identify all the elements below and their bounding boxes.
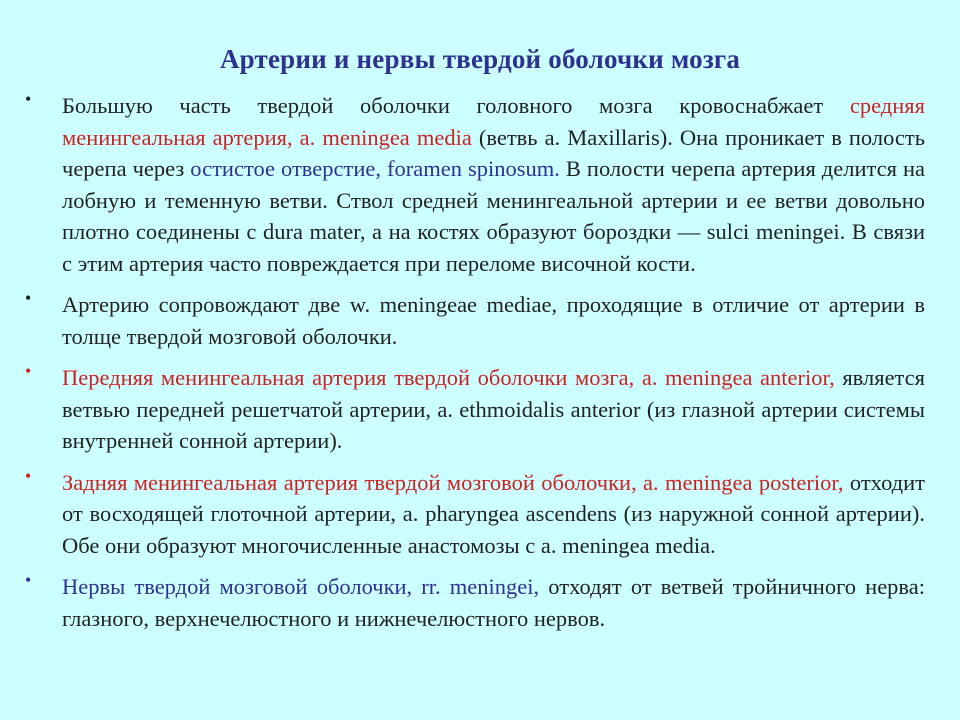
bullet-item bbox=[25, 361, 926, 457]
bullet-list bbox=[0, 90, 960, 644]
bullet-text-segment: отходит от восходящей глоточной артерии, a. pharyngea ascendens (из наружной сонной артерии). Обе они образуют многочисленные анастомозы с a. meningea media. bbox=[62, 469, 926, 558]
bullet-text-segment: (ветвь a. Maxillaris). Она проникает в полость черепа через bbox=[62, 124, 925, 181]
bullet-item bbox=[25, 89, 925, 279]
bullet-item bbox=[25, 570, 925, 634]
bullet-icon: • bbox=[25, 570, 32, 590]
bullet-text-segment: Передняя менингеальная артерия твердой оболочки мозга, a. meningea anterior, bbox=[62, 365, 835, 390]
bullet-item bbox=[25, 465, 926, 562]
bullet-text-segment: В полости черепа артерия делится на лобную и теменную ветви. Ствол средней менингеальной артерии и ее ветви довольно плотно соединены с dura mater, а на костях образуют бороздки — sulci meningei. В связи с этим артерия часто повреждается при переломе височной кости. bbox=[62, 156, 925, 276]
bullet-text-segment: Нервы твердой мозговой оболочки, rr. meningei, bbox=[62, 574, 540, 599]
bullet-text-segment: средняя менингеальная артерия, a. meningea media bbox=[62, 93, 925, 150]
bullet-text-segment: остистое отверстие, foramen spinosum. bbox=[190, 156, 560, 181]
bullet-text-segment: Артерию сопровождают две w. meningeae mediae, проходящие в отличие от артерии в толще твердой мозговой оболочки. bbox=[62, 292, 925, 349]
bullet-text-segment: Задняя менингеальная артерия твердой мозговой оболочки, a. meningea posterior, bbox=[62, 469, 844, 495]
bullet-icon: • bbox=[25, 465, 32, 486]
bullet-icon: • bbox=[25, 288, 32, 308]
bullet-text-segment: Большую часть твердой оболочки головного мозга кровоснабжает bbox=[62, 93, 850, 118]
bullet-icon: • bbox=[25, 361, 32, 381]
bullet-text-segment: является ветвью передней решетчатой артерии, a. ethmoidalis anterior (из глазной артерии системы внутренней сонной артерии). bbox=[62, 365, 926, 453]
bullet-icon: • bbox=[25, 89, 32, 109]
bullet-item bbox=[25, 288, 925, 352]
slide-title: Артерии и нервы твердой оболочки мозга bbox=[219, 44, 741, 75]
bullet-text-segment: отходят от ветвей тройничного нерва: глазного, верхнечелюстного и нижнечелюстного нервов. bbox=[62, 574, 925, 631]
